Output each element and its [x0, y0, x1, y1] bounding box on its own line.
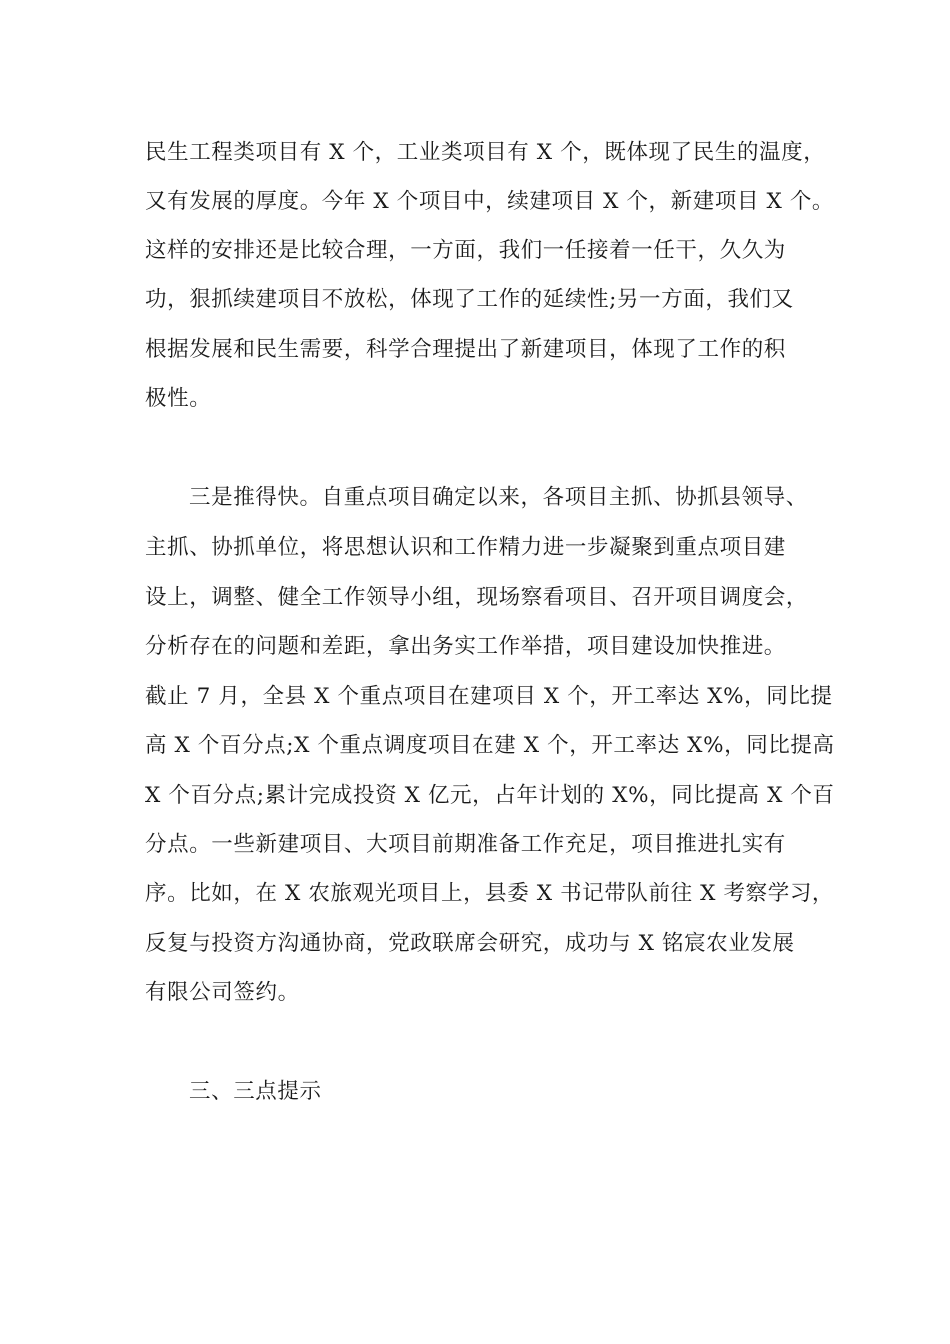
paragraph-2-line-11: 有限公司签约。: [145, 980, 300, 1005]
paragraph-2-line-10: 反复与投资方沟通协商，党政联席会研究，成功与 X 铭宸农业发展: [145, 931, 795, 956]
paragraph-2-line-8: 分点。一些新建项目、大项目前期准备工作充足，项目推进扎实有: [145, 832, 786, 857]
paragraph-2-line-9: 序。比如，在 X 农旅观光项目上，县委 X 书记带队前往 X 考察学习，: [145, 881, 835, 906]
paragraph-2-line-5: 截止 7 月，全县 X 个重点项目在建项目 X 个，开工率达 X%，同比提: [145, 684, 833, 709]
paragraph-2-line-6: 高 X 个百分点;X 个重点调度项目在建 X 个，开工率达 X%，同比提高: [145, 733, 835, 758]
paragraph-2-line-4: 分析存在的问题和差距，拿出务实工作举措，项目建设加快推进。: [145, 634, 786, 659]
paragraph-2-line-7: X 个百分点;累计完成投资 X 亿元，占年计划的 X%，同比提高 X 个百: [145, 783, 835, 808]
section-heading: 三、三点提示: [189, 1079, 322, 1104]
paragraph-1-line-1: 民生工程类项目有 X 个，工业类项目有 X 个，既体现了民生的温度，: [145, 140, 826, 165]
paragraph-1-line-5: 根据发展和民生需要，科学合理提出了新建项目，体现了工作的积: [145, 337, 786, 362]
paragraph-1-line-2: 又有发展的厚度。今年 X 个项目中，续建项目 X 个，新建项目 X 个。: [145, 189, 835, 214]
paragraph-2-line-2: 主抓、协抓单位，将思想认识和工作精力进一步凝聚到重点项目建: [145, 535, 786, 560]
paragraph-1-line-6: 极性。: [145, 386, 212, 411]
paragraph-1-line-3: 这样的安排还是比较合理，一方面，我们一任接着一任干，久久为: [145, 238, 786, 263]
paragraph-2-line-1: 三是推得快。自重点项目确定以来，各项目主抓、协抓县领导、: [189, 485, 808, 510]
paragraph-1-line-4: 功，狠抓续建项目不放松，体现了工作的延续性;另一方面，我们又: [145, 287, 794, 312]
paragraph-2-line-3: 设上，调整、健全工作领导小组，现场察看项目、召开项目调度会，: [145, 585, 809, 610]
